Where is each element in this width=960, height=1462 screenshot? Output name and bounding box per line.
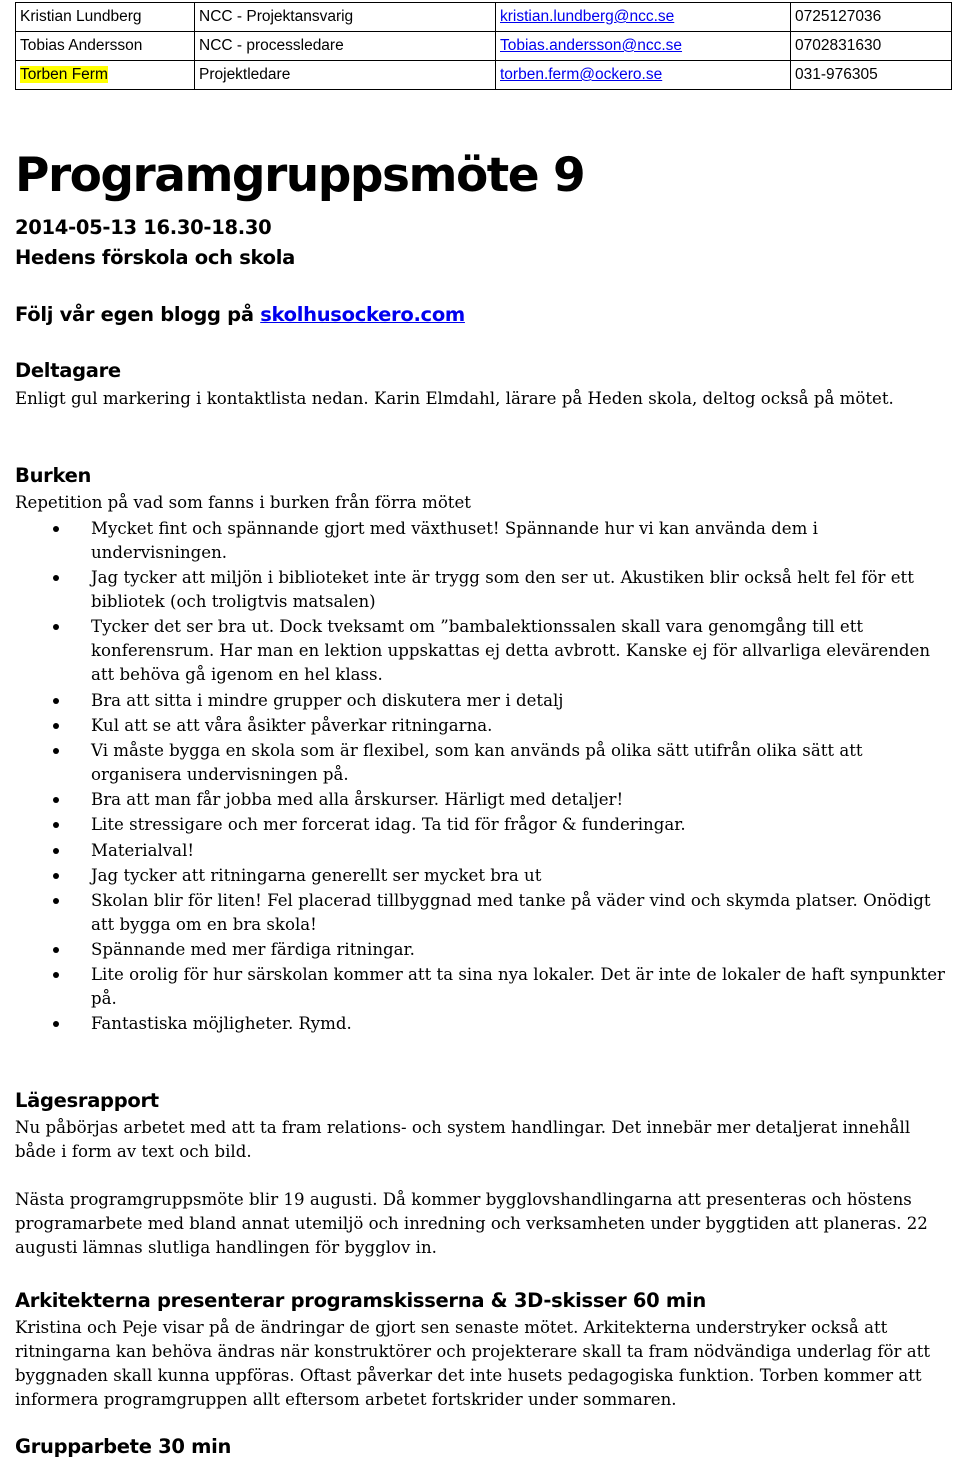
list-item-text: Mycket fint och spännande gjort med växthuset! Spännande hur vi kan använda dem i undervisningen.	[91, 519, 818, 562]
bullet-icon	[53, 723, 59, 729]
contact-email-cell	[496, 32, 791, 61]
list-item	[15, 938, 950, 962]
arkitekterna-text: Kristina och Peje visar på de ändringar de gjort sen senaste mötet. Arkitekterna understryker också att ritningarna kan behöva ändras när konstruktörer och projekterare skall ta fram nödvändiga underlag för att byggnaden skall kunna uppföras. Oftast påverkar det inte husets pedagogiska funktion. Torben kommer att informera programgruppen allt eftersom arbetet fortskrider under sommaren.	[15, 1318, 930, 1409]
contact-role-cell	[195, 32, 496, 61]
list-item-text: Jag tycker att miljön i biblioteket inte är trygg som den ser ut. Akustiken blir också helt fel för ett bibliotek (och troligtvis matsalen)	[91, 568, 914, 612]
contact-name-cell	[16, 3, 195, 32]
contact-role-cell	[195, 3, 496, 32]
list-item-text: Spännande med mer färdiga ritningar.	[91, 940, 415, 960]
lagesrapport-heading: Lägesrapport	[15, 1089, 159, 1112]
contact-phone-cell	[791, 61, 952, 90]
list-item-text: Skolan blir för liten! Fel placerad tillbyggnad med tanke på väder vind och skymda platser. Onödigt att bygga om en bra skola!	[91, 890, 931, 934]
list-item	[15, 714, 950, 738]
contact-role-cell	[195, 61, 496, 90]
list-item-text: Jag tycker att ritningarna generellt ser mycket bra ut	[91, 865, 542, 885]
contact-name-cell	[16, 32, 195, 61]
bullet-icon	[53, 972, 59, 978]
list-item	[15, 889, 950, 937]
list-item	[15, 615, 950, 687]
deltagare-heading: Deltagare	[15, 359, 121, 382]
page-title: Programgruppsmöte 9	[15, 148, 585, 203]
list-item-text: Lite orolig för hur särskolan kommer att ta sina nya lokaler. Det är inte de lokaler de haft synpunkter på.	[91, 965, 945, 1009]
bullet-icon	[53, 898, 59, 904]
contact-email-cell	[496, 3, 791, 32]
contact-phone-cell	[791, 3, 952, 32]
lagesrapport-paragraph-2: Nästa programgruppsmöte blir 19 augusti. Då kommer bygglovshandlingarna att presenteras och höstens programarbete med bland annat utemiljö och inredning och verksamheten under byggtiden att planeras. 22 augusti lämnas slutliga handlingen för bygglov in.	[15, 1190, 928, 1257]
grupparbete-heading: Grupparbete 30 min	[15, 1435, 232, 1458]
list-item-text: Bra att sitta i mindre grupper och diskutera mer i detalj	[91, 690, 564, 710]
list-item-text: Materialval!	[91, 840, 195, 860]
bullet-icon	[53, 526, 59, 532]
bullet-icon	[53, 822, 59, 828]
bullet-icon	[53, 947, 59, 953]
arkitekterna-heading: Arkitekterna presenterar programskisserna & 3D-skisser 60 min	[15, 1289, 706, 1312]
contact-role: Projektledare	[199, 66, 291, 83]
bullet-icon	[53, 748, 59, 754]
meeting-location: Hedens förskola och skola	[15, 246, 296, 269]
list-item-text: Bra att man får jobba med alla årskurser. Härligt med detaljer!	[91, 790, 624, 810]
blog-line	[15, 305, 465, 325]
contact-name-cell	[16, 61, 195, 90]
contact-role: NCC - Projektansvarig	[199, 8, 354, 25]
burken-heading: Burken	[15, 464, 92, 487]
contact-email-link[interactable]: Tobias.andersson@ncc.se	[500, 37, 683, 54]
list-item	[15, 813, 950, 837]
contact-name: Tobias Andersson	[20, 37, 143, 54]
list-item	[15, 739, 950, 787]
burken-intro: Repetition på vad som fanns i burken från förra mötet	[15, 493, 471, 512]
meeting-datetime: 2014-05-13 16.30-18.30	[15, 216, 272, 239]
list-item-text: Lite stressigare och mer forcerat idag. Ta tid för frågor & funderingar.	[91, 815, 686, 835]
bullet-icon	[53, 1021, 59, 1027]
contact-email-link[interactable]: kristian.lundberg@ncc.se	[500, 8, 675, 25]
list-item	[15, 839, 950, 863]
deltagare-text: Enligt gul markering i kontaktlista nedan. Karin Elmdahl, lärare på Heden skola, deltog också på mötet.	[15, 389, 894, 408]
blog-link[interactable]: skolhusockero.com	[260, 303, 465, 326]
contact-phone: 0725127036	[795, 8, 882, 25]
contact-email-cell	[496, 61, 791, 90]
bullet-icon	[53, 624, 59, 630]
burken-list	[15, 517, 950, 1038]
contact-phone: 0702831630	[795, 37, 882, 54]
contact-role: NCC - processledare	[199, 37, 344, 54]
blog-prefix: Följ vår egen blogg på	[15, 303, 261, 326]
contact-row	[16, 32, 952, 61]
list-item-text: Vi måste bygga en skola som är flexibel, som kan används på olika sätt utifrån olika sätt att organisera undervisningen på.	[91, 740, 863, 784]
contact-row	[16, 3, 952, 32]
list-item-text: Fantastiska möjligheter. Rymd.	[91, 1014, 352, 1034]
bullet-icon	[53, 848, 59, 854]
list-item-text: Kul att se att våra åsikter påverkar ritningarna.	[91, 715, 493, 735]
contact-phone: 031-976305	[795, 66, 878, 83]
list-item	[15, 864, 950, 888]
list-item	[15, 517, 950, 565]
contact-name-highlighted: Torben Ferm	[20, 66, 108, 83]
contact-name: Kristian Lundberg	[20, 8, 142, 25]
list-item	[15, 788, 950, 812]
contact-phone-cell	[791, 32, 952, 61]
list-item	[15, 689, 950, 713]
list-item-text: Tycker det ser bra ut. Dock tveksamt om ”bambalektionssalen skall vara genomgång till ett konferensrum. Har man en lektion uppskattas ej detta avbrott. Kanske ej för allvarliga elevärenden att behöva gå igenom en hel klass.	[91, 617, 931, 685]
bullet-icon	[53, 797, 59, 803]
contact-email-link[interactable]: torben.ferm@ockero.se	[500, 66, 663, 83]
list-item	[15, 566, 950, 614]
bullet-icon	[53, 873, 59, 879]
list-item	[15, 1012, 950, 1036]
contact-row	[16, 61, 952, 90]
bullet-icon	[53, 698, 59, 704]
list-item	[15, 963, 950, 1011]
lagesrapport-paragraph-1: Nu påbörjas arbetet med att ta fram relations- och system handlingar. Det innebär mer detaljerat innehåll både i form av text och bild.	[15, 1118, 911, 1161]
contact-table	[15, 2, 952, 90]
bullet-icon	[53, 575, 59, 581]
